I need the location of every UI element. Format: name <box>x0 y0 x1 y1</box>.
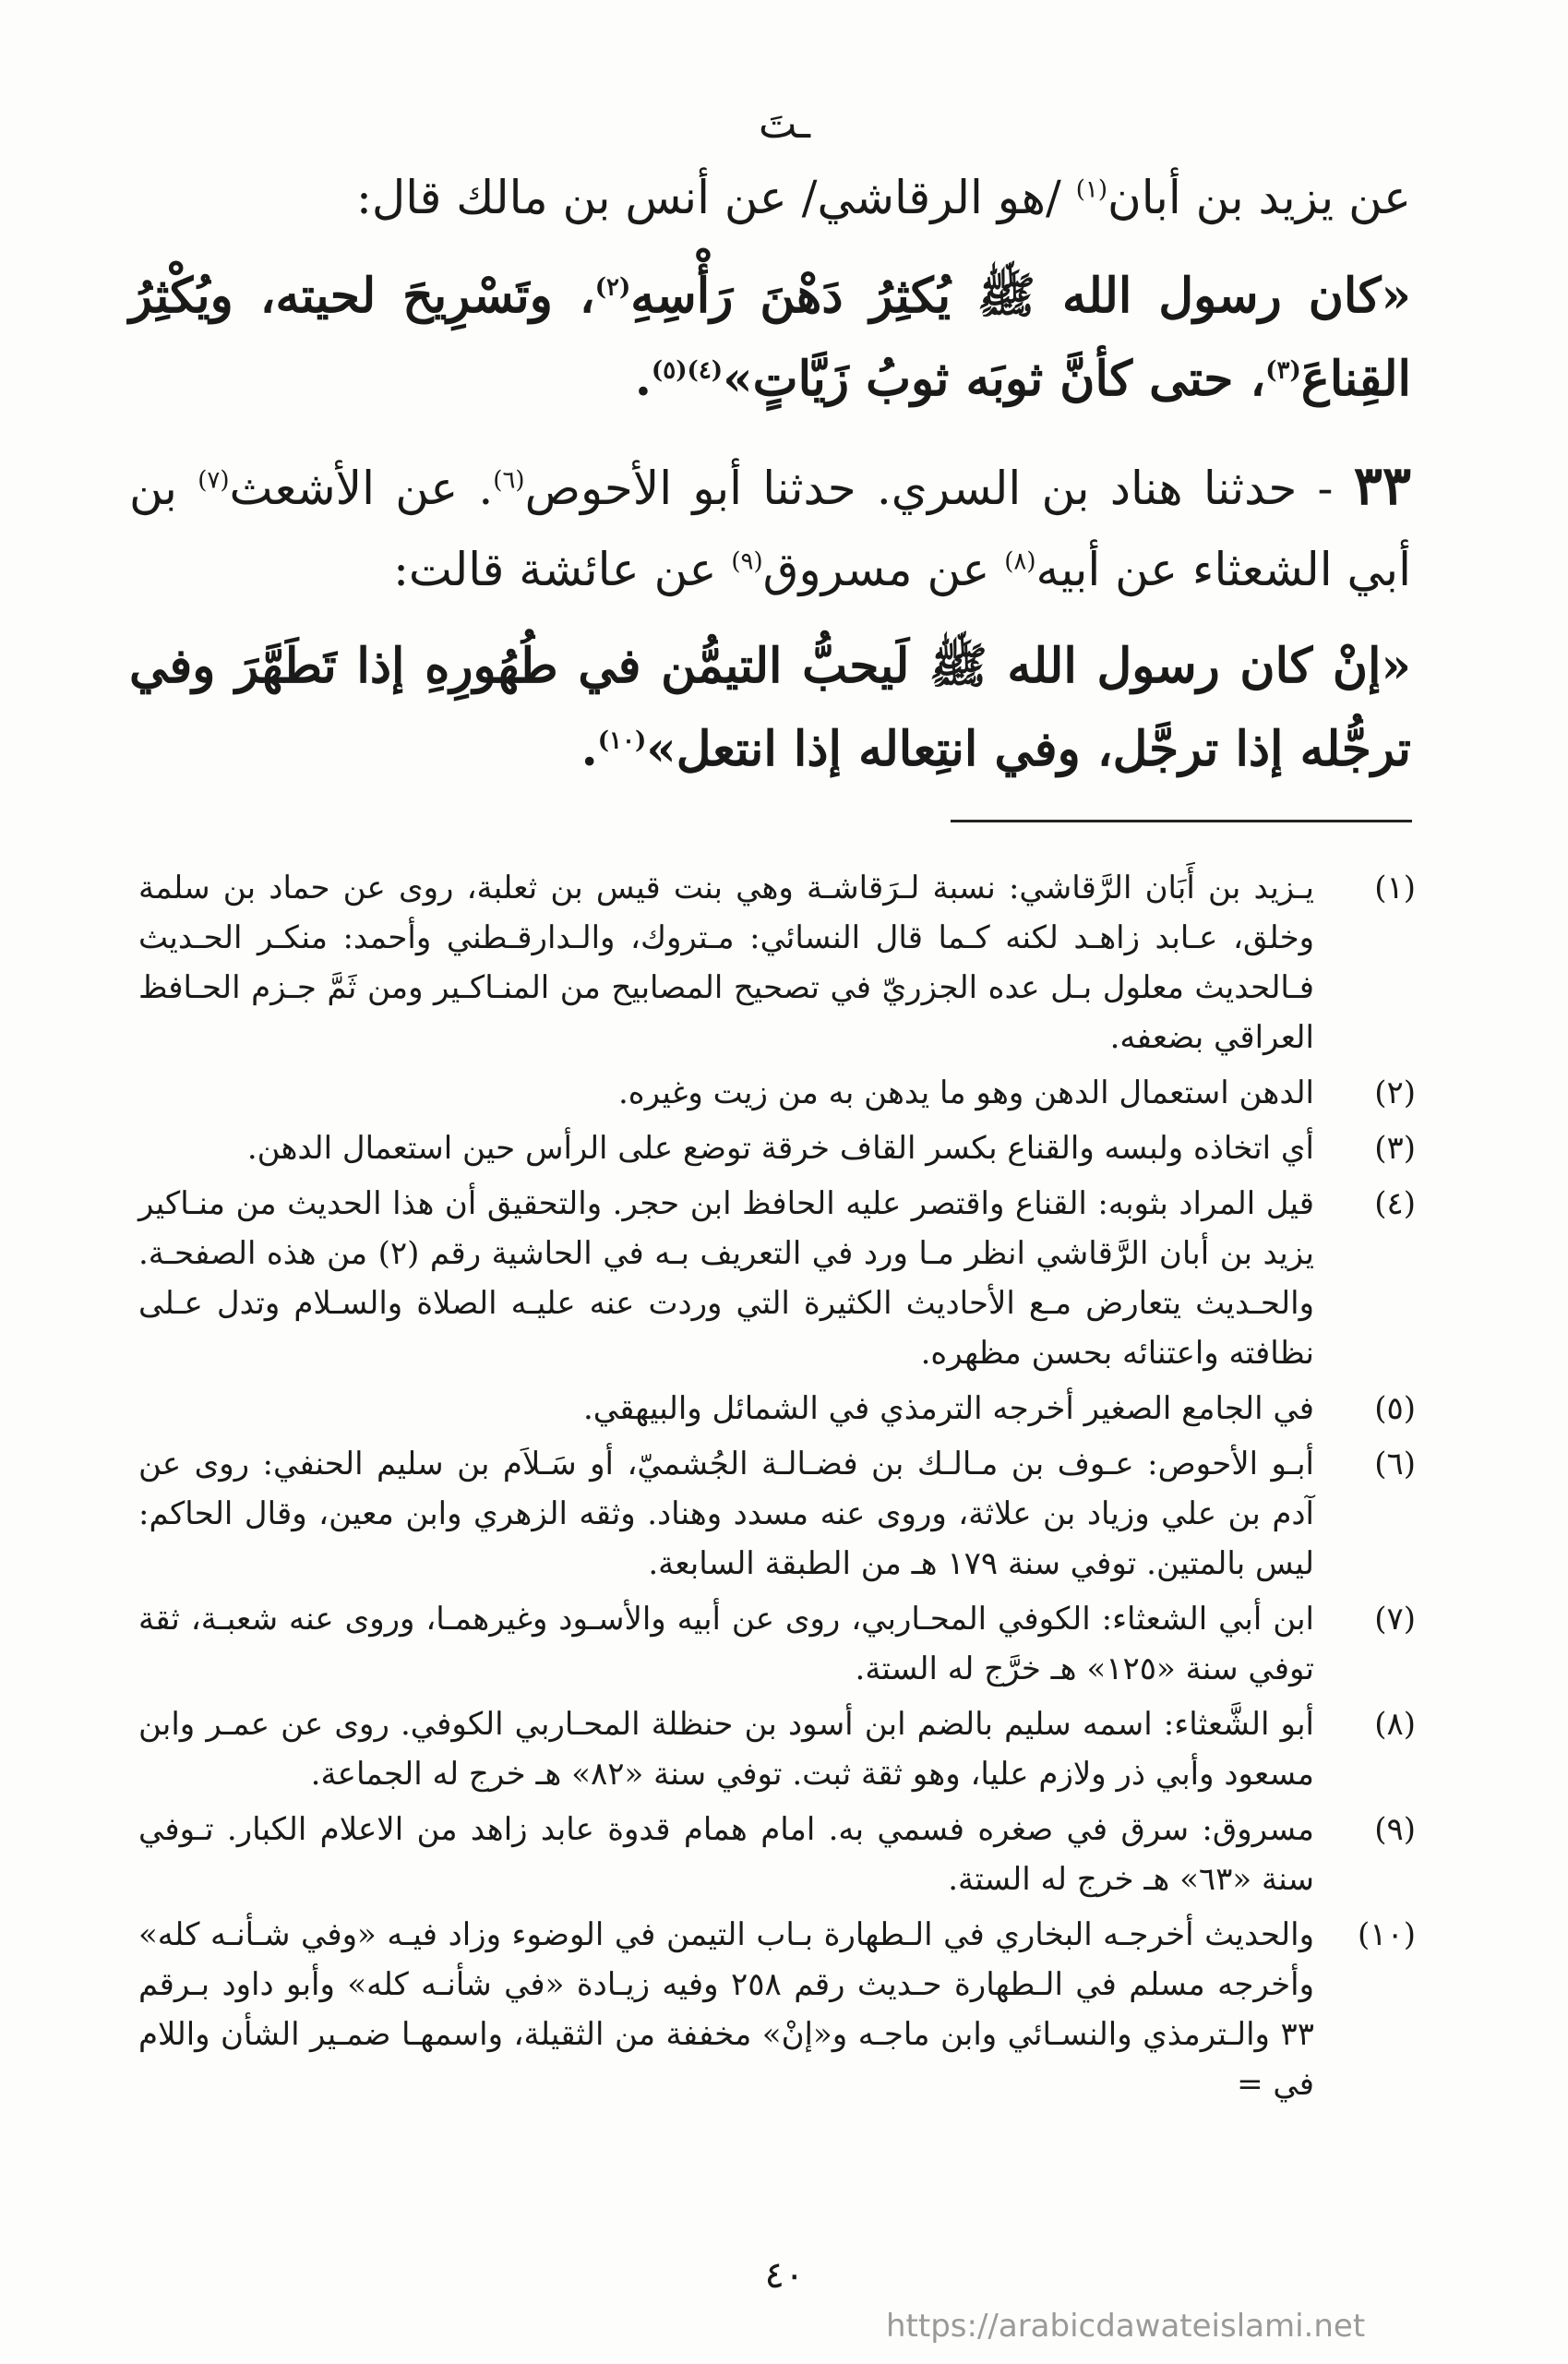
footnote-number: (٧) <box>1374 1601 1416 1638</box>
footnote-text: يـزيد بن أَبَان الرَّقاشي: نسبة لـرَقاشـة وهي بنت قيس بن ثعلبة، روى عن حماد بن سلمة وخلق، عـابد زاهـد لكنه كـما قال النسائي: مـتروك، والـدارقـطني وأحمد: منكـر الحـديث فـالحديث معلول بـل عده الجزريّ في تصحيح المصابيح من المنـاكـير ومن ثَمَّ جـزم الحـافظ العراقي بضعفه. <box>138 870 1314 1056</box>
footnote-ref: (٢) <box>594 273 631 302</box>
hadith-segment: ، وتَسْرِيحَ لحيته، ويُكْثِرُ القِناعَ <box>129 268 1411 407</box>
footnote-number: (٨) <box>1374 1706 1416 1743</box>
footnote-text: والحديث أخرجـه البخاري في الـطهارة بـاب التيمن في الوضوء وزاد فيـه «وفي شـأنـه كله» وأخرجه مسلم في الـطهارة حـديث رقم ٢٥٨ وفيه زيـادة «في شأنـه كله» وأبو داود بـرقم ٣٣ والـترمذي والنسـائي وابن ماجـه و«إنْ» مخففة من الثقيلة، واسمهـا ضمـير الشأن واللام في = <box>138 1916 1315 2103</box>
footnote <box>138 1068 1416 1118</box>
hadith-text <box>129 625 1411 791</box>
footnote-ref: (١٠) <box>597 726 647 755</box>
page-number: ٤٠ <box>764 2254 805 2297</box>
footnote-ref: (٣) <box>1265 356 1301 385</box>
footnote <box>138 1805 1416 1904</box>
footnote <box>138 1384 1416 1434</box>
footnote-ref: (٦) <box>493 466 525 495</box>
footnote-ref: (٩) <box>731 547 763 576</box>
footnote-number: (٤) <box>1374 1185 1416 1222</box>
footnote <box>138 1699 1416 1799</box>
footnote-ref: (٥) <box>651 356 688 385</box>
footnote-number: (١) <box>1374 870 1416 906</box>
footnote-text: ابن أبي الشعثاء: الكوفي المحـاربي، روى عن أبيه والأسـود وغيرهمـا، وروى عنه شعبـة، ثقة توفي سنة «١٢٥» هـ خرَّج له الستة. <box>138 1601 1314 1687</box>
footnote-number: (٢) <box>1374 1074 1416 1111</box>
footnote <box>138 1910 1416 2109</box>
chain-text: بن أبي الشعثاء عن أبيه <box>129 462 1411 596</box>
footnote-number: (٩) <box>1374 1811 1416 1848</box>
hadith-segment: . <box>581 721 598 777</box>
footnote <box>138 1594 1416 1694</box>
footnote-separator <box>951 820 1412 822</box>
hadith-segment: ، حتى كأنَّ ثوبَه ثوبُ زَيَّاتٍ» <box>723 351 1266 407</box>
chain-text: عن مسروق <box>762 543 1005 596</box>
hadith-segment: . <box>634 351 652 407</box>
footnote-ref: (١) <box>1075 175 1108 204</box>
watermark-url: https://arabicdawateislami.net <box>886 2308 1366 2345</box>
header-mark: ـتَ <box>758 101 811 148</box>
narration-chain <box>129 445 1411 610</box>
footnote-number: (٣) <box>1374 1130 1416 1167</box>
chain-text: . عن الأشعث <box>229 462 494 515</box>
footnote-text: أي اتخاذه ولبسه والقناع بكسر القاف خرقة توضع على الرأس حين استعمال الدهن. <box>246 1130 1314 1167</box>
hadith-number: ٣٣ <box>1353 454 1411 517</box>
chain-text: عن عائشة قالت: <box>393 543 732 596</box>
footnote <box>138 1123 1416 1173</box>
hadith-segment: «كان رسول الله ﷺ يُكثِرُ دَهْنَ رَأْسِهِ <box>630 268 1411 324</box>
narration-intro <box>129 157 1411 238</box>
intro-text: /هو الرقاشي/ عن أنس بن مالك قال: <box>356 171 1076 224</box>
footnote-text: أبـو الأحوص: عـوف بن مـالـك بن فضـالـة الجُشميّ، أو سَـلاَم بن سليم الحنفي: روى عن آدم بن علي وزياد بن علاثة، وروى عنه مسدد وهناد. وثقه الزهري وابن معين، وقال الحاكم: ليس بالمتين. توفي سنة ١٧٩ هـ من الطبقة السابعة. <box>138 1446 1314 1582</box>
footnote <box>138 1439 1416 1589</box>
footnote-ref: (٤) <box>687 356 724 385</box>
footnote-number: (١٠) <box>1357 1916 1416 1953</box>
footnote-text: الدهن استعمال الدهن وهو ما يدهن به من زيت وغيره. <box>617 1074 1314 1111</box>
hadith-text <box>129 255 1411 421</box>
footnote-text: أبو الشَّعثاء: اسمه سليم بالضم ابن أسود بن حنظلة المحـاربي الكوفي. روى عن عمـر وابن مسعود وأبي ذر ولازم عليا، وهو ثقة ثبت. توفي سنة «٨٢» هـ خرج له الجماعة. <box>138 1706 1314 1793</box>
footnote-number: (٥) <box>1374 1390 1416 1427</box>
footnote-text: قيل المراد بثوبه: القناع واقتصر عليه الحافظ ابن حجر. والتحقيق أن هذا الحديث من منـاكير يزيد بن أبان الرَّقاشي انظر مـا ورد في التعريف بـه في الحاشية رقم (٢) من هذه الصفحـة. والحـديث يتعارض مـع الأحاديث الكثيرة التي وردت عنه عليـه الصلاة والسـلام وتدل عـلى نظافته واعتنائه بحسن مظهره. <box>138 1185 1314 1372</box>
chain-text: - حدثنا هناد بن السري. حدثنا أبو الأحوص <box>524 462 1354 515</box>
hadith-segment: «إنْ كان رسول الله ﷺ لَيحبُّ التيمُّن في طُهُورِهِ إذا تَطَهَّرَ وفي ترجُّله إذا ترجَّل، وفي انتِعاله إذا انتعل» <box>129 638 1411 777</box>
footnote <box>138 863 1416 1062</box>
footnote-number: (٦) <box>1374 1446 1416 1482</box>
footnote-text: مسروق: سرق في صغره فسمي به. امام همام قدوة عابد زاهد من الاعلام الكبار. تـوفي سنة «٦٣» هـ خرج له الستة. <box>138 1811 1314 1898</box>
footnotes <box>138 863 1416 2115</box>
footnote-ref: (٨) <box>1004 547 1036 576</box>
footnote-ref: (٧) <box>197 466 230 495</box>
main-text <box>129 157 1411 815</box>
footnote-text: في الجامع الصغير أخرجه الترمذي في الشمائل والبيهقي. <box>582 1390 1314 1427</box>
footnote <box>138 1179 1416 1378</box>
intro-text: عن يزيد بن أبان <box>1107 171 1411 224</box>
